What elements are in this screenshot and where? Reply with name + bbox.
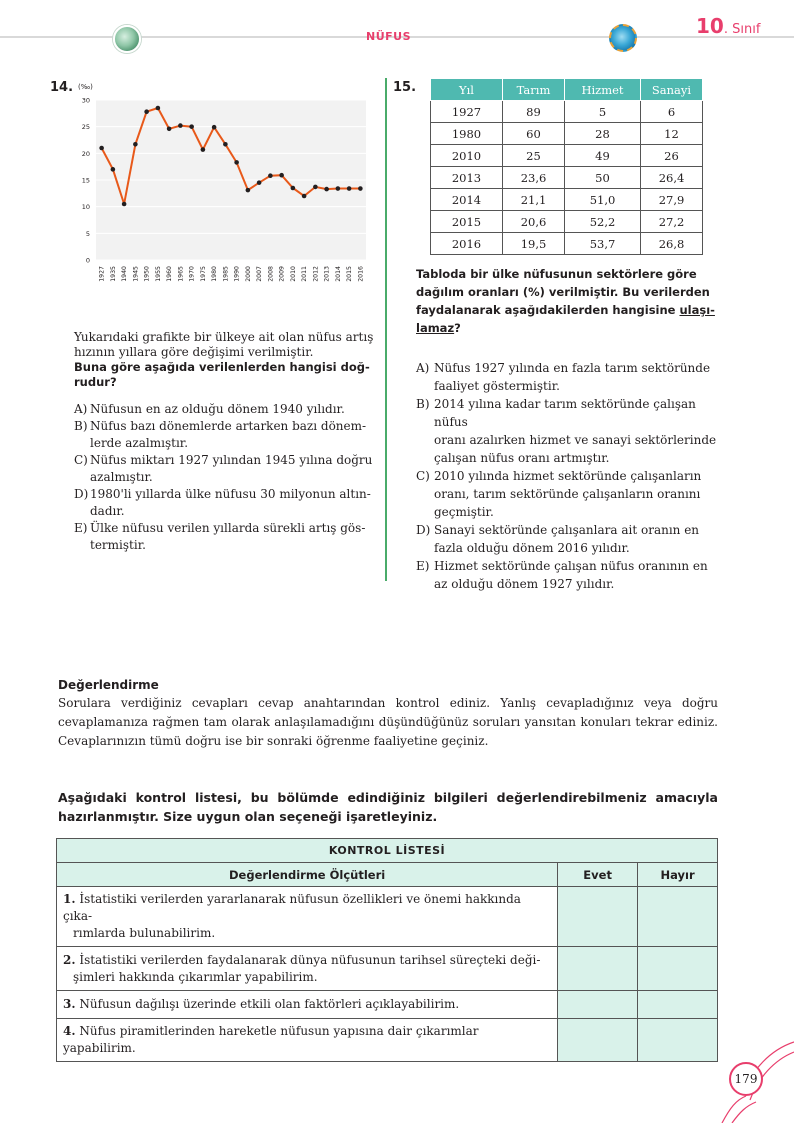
option-letter: C) [74,453,88,467]
table-cell: 25 [503,145,565,167]
checklist-header-yes: Evet [558,863,638,887]
chart-data-point [223,142,228,147]
question-15-underlined-word-1: ulaşı- [679,303,715,317]
option-letter: D) [416,523,431,537]
table-cell: 2016 [431,233,503,255]
option-14-b-cont [74,436,378,451]
chart-data-point [156,106,161,111]
table-cell: 53,7 [565,233,641,255]
table-row [431,123,703,145]
table-cell: 26 [641,145,703,167]
option-letter [416,431,434,449]
checklist-header-criteria: Değerlendirme Ölçütleri [57,863,558,887]
table-header-agriculture: Tarım [503,79,565,101]
chart-x-tick-label: 2007 [256,266,264,282]
grade-text: . Sınıf [723,22,761,37]
table-cell: 50 [565,167,641,189]
chart-data-point [234,160,239,165]
option-14-b[interactable] [74,419,378,434]
criterion-number: 3. [63,997,76,1011]
chart-y-tick-label: 15 [81,176,90,185]
chart-y-tick-label: 10 [81,203,90,212]
option-14-c[interactable] [74,453,378,468]
table-cell: 60 [503,123,565,145]
option-15-b-cont-2 [416,449,718,467]
option-15-b-cont [416,431,718,449]
checklist-row [57,947,718,991]
chart-data-point [336,186,341,191]
option-letter: B) [74,419,88,433]
option-text: Hizmet sektöründe çalışan nüfus oranının en [434,559,708,573]
table-cell: 1980 [431,123,503,145]
chart-x-tick-label: 1950 [143,266,151,282]
table-header-services: Hizmet [565,79,641,101]
option-text: 1980'li yıllarda ülke nüfusu 30 milyonun altın- [90,487,371,501]
chart-data-point [291,186,296,191]
chart-x-tick-label: 2012 [312,266,320,282]
table-row [431,233,703,255]
sector-distribution-table [430,78,703,255]
criterion-text-line-2: rımlarda bulunabilirim. [73,926,216,940]
criterion-text-line-2: şimleri hakkında çıkarımlar yapabilirim. [73,969,318,984]
unit-title: NÜFUS [366,30,412,43]
column-divider [385,78,387,581]
chart-x-tick-label: 2010 [289,266,297,282]
checklist-row [57,1019,718,1062]
checklist-title-row [57,839,718,863]
option-letter [416,485,434,503]
checklist-no-box[interactable] [638,991,718,1019]
option-15-d[interactable] [416,521,718,539]
option-text: fazla olduğu dönem 2016 yılıdır. [434,541,630,555]
option-letter: C) [416,469,430,483]
question-15-options [416,359,718,593]
table-cell: 20,6 [503,211,565,233]
chart-x-tick-label: 1980 [211,266,219,282]
chart-data-point [122,202,127,207]
table-header-industry: Sanayi [641,79,703,101]
option-text: dadır. [90,504,125,518]
chart-data-point [144,109,149,114]
option-15-c-cont-2 [416,503,718,521]
question-15-stem-line-1: Tabloda bir ülke nüfusunun sektörlere göre [416,267,697,281]
option-14-d[interactable] [74,487,378,502]
chart-data-point [358,186,363,191]
option-14-a[interactable] [74,402,378,417]
checklist-yes-box[interactable] [558,991,638,1019]
chart-x-tick-label: 2013 [323,266,331,282]
chart-x-tick-label: 1935 [109,266,117,282]
question-14-stem: Yukarıdaki grafikte bir ülkeye ait olan nüfus artış hızının yıllara göre değişimi verilmiştir. [74,330,374,359]
checklist-intro: Aşağıdaki kontrol listesi, bu bölümde edindiğiniz bilgileri değerlendirebilmeniz amacıyla hazırlanmıştır. Size uygun olan seçeneği işaretleyiniz. [58,790,718,824]
option-letter [416,377,434,395]
chart-svg [68,80,378,290]
table-header-row [431,79,703,101]
table-row [431,167,703,189]
table-cell: 26,8 [641,233,703,255]
table-cell: 52,2 [565,211,641,233]
grade-label [696,14,760,38]
criterion-text-line-1: Nüfusun dağılışı üzerinde etkili olan faktörleri açıklayabilirim. [79,997,460,1011]
table-cell: 6 [641,101,703,123]
checklist-header-row [57,863,718,887]
chart-x-tick-label: 1960 [166,266,174,282]
option-text: Nüfus miktarı 1927 yılından 1945 yılına doğru [90,453,373,467]
question-15-underlined-word-2: lamaz [416,321,455,335]
chart-x-tick-label: 2016 [357,266,365,282]
table-row [431,101,703,123]
question-15-stem [416,265,718,337]
question-15-stem-line-4 [416,319,718,337]
chart-x-tick-label: 1975 [199,266,207,282]
option-15-a[interactable] [416,359,718,377]
option-15-a-cont [416,377,718,395]
table-cell: 51,0 [565,189,641,211]
question-15-stem-line-3 [416,301,718,319]
checklist-criterion [57,1019,558,1062]
table-cell: 23,6 [503,167,565,189]
chart-x-tick-label: 1970 [188,266,196,282]
option-text: azalmıştır. [90,470,153,484]
checklist-table [56,838,718,1062]
option-text: Ülke nüfusu verilen yıllarda sürekli artış gös- [90,521,366,535]
option-text: 2014 yılına kadar tarım sektöründe çalışan nüfus [434,397,696,429]
chart-data-point [268,173,273,178]
table-cell: 26,4 [641,167,703,189]
checklist-header-no: Hayır [638,863,718,887]
option-14-c-cont [74,470,378,485]
chart-x-tick-label: 2009 [278,266,286,282]
option-letter: A) [416,361,430,375]
checklist-yes-box[interactable] [558,887,638,947]
table-cell: 2015 [431,211,503,233]
question-15-stem-text: faydalanarak aşağıdakilerden hangisine [416,303,676,317]
option-text: Nüfus 1927 yılında en fazla tarım sektöründe [434,361,711,375]
option-text: geçmiştir. [434,505,494,519]
table-cell: 89 [503,101,565,123]
option-15-b[interactable] [416,395,718,431]
checklist-criterion [57,991,558,1019]
chart-y-tick-label: 25 [81,123,90,132]
chart-data-point [133,142,138,147]
table-cell: 49 [565,145,641,167]
chart-x-tick-label: 1945 [132,266,140,282]
chart-data-point [302,194,307,199]
chart-data-point [257,180,262,185]
population-growth-chart [68,80,378,290]
question-14-options [74,402,378,553]
option-letter [416,449,434,467]
table-cell: 12 [641,123,703,145]
chart-y-tick-label: 30 [81,96,90,105]
option-15-d-cont [416,539,718,557]
table-cell: 19,5 [503,233,565,255]
chart-x-tick-label: 2000 [244,266,252,282]
option-letter [416,575,434,593]
question-14-body [74,330,378,555]
chart-x-tick-label: 1955 [154,266,162,282]
table-cell: 2014 [431,189,503,211]
grade-number: 10 [696,14,724,38]
chart-data-point [324,187,329,192]
evaluation-title: Değerlendirme [58,678,159,692]
option-letter [416,503,434,521]
chart-x-tick-label: 1940 [121,266,129,282]
option-text: az olduğu dönem 1927 yılıdır. [434,577,615,591]
chart-data-point [189,124,194,129]
chart-data-point [347,186,352,191]
option-14-e[interactable] [74,521,378,536]
option-text: termiştir. [90,538,146,552]
table-cell: 2013 [431,167,503,189]
question-14-prompt-line-2: rudur? [74,375,117,389]
option-letter [74,470,90,485]
checklist-criterion [57,947,558,991]
checklist-criterion [57,887,558,947]
option-letter [74,436,90,451]
chart-x-tick-label: 1985 [222,266,230,282]
chart-data-point [99,146,104,151]
chart-y-tick-label: 5 [85,229,90,238]
criterion-text-line-1: İstatistiki verilerden yararlanarak nüfusun özellikleri ve önemi hakkında çıka- [63,892,521,923]
option-15-c[interactable] [416,467,718,485]
chart-x-tick-label: 2011 [301,266,309,282]
criterion-number: 1. [63,892,76,906]
checklist-no-box[interactable] [638,887,718,947]
checklist-title: KONTROL LİSTESİ [57,839,718,863]
chart-y-tick-label: 0 [85,256,90,265]
checklist-row [57,887,718,947]
option-text: Nüfusun en az olduğu dönem 1940 yılıdır. [90,402,345,416]
option-text: lerde azalmıştır. [90,436,189,450]
table-cell: 28 [565,123,641,145]
table-row [431,189,703,211]
question-15-stem-line-2: dağılım oranları (%) verilmiştir. Bu verilerden [416,285,710,299]
page-number: 179 [729,1062,763,1096]
option-text: oranı, tarım sektöründe çalışanların oranını [434,487,701,501]
criterion-text-line-1: Nüfus piramitlerinden hareketle nüfusun yapısına dair çıkarımlar yapabilirim. [63,1024,479,1055]
option-text: faaliyet göstermiştir. [434,379,560,393]
chart-x-tick-label: 2014 [334,266,342,282]
chart-data-point [212,125,217,130]
table-header-year: Yıl [431,79,503,101]
option-letter: E) [416,559,430,573]
chart-y-tick-label: 20 [81,149,90,158]
criterion-text-line-1: İstatistiki verilerden faydalanarak dünya nüfusunun tarihsel süreçteki deği- [79,952,541,967]
option-text: oranı azalırken hizmet ve sanayi sektörlerinde [434,433,717,447]
chart-data-point [279,173,284,178]
globe-logo-right-icon [609,24,637,52]
question-14-number: 14. [50,80,74,95]
option-letter [416,539,434,557]
table-cell: 5 [565,101,641,123]
option-letter [74,538,90,553]
option-text: 2010 yılında hizmet sektöründe çalışanların [434,469,702,483]
option-text: çalışan nüfus oranı artmıştır. [434,451,610,465]
chart-x-tick-label: 2008 [267,266,275,282]
question-15-number: 15. [393,80,417,95]
table-cell: 2010 [431,145,503,167]
table-cell: 1927 [431,101,503,123]
chart-x-tick-label: 1990 [233,266,241,282]
option-letter [74,504,90,519]
globe-logo-left-icon [113,25,141,53]
option-letter: B) [416,397,430,411]
table-row [431,211,703,233]
table-cell: 27,9 [641,189,703,211]
question-14-prompt-line-1: Buna göre aşağıda verilenlerden hangisi doğ- [74,360,370,374]
chart-data-point [111,167,116,172]
table-cell: 21,1 [503,189,565,211]
option-letter: D) [74,487,89,501]
chart-data-point [167,127,172,132]
question-15-question-mark: ? [454,321,461,335]
chart-data-point [246,188,251,193]
chart-x-tick-label: 1927 [98,266,106,282]
checklist-yes-box[interactable] [558,947,638,991]
checklist-row [57,991,718,1019]
option-15-c-cont [416,485,718,503]
option-15-e[interactable] [416,557,718,575]
option-14-d-cont [74,504,378,519]
option-15-e-cont [416,575,718,593]
option-letter: A) [74,402,88,416]
criterion-number: 4. [63,1024,76,1038]
criterion-number: 2. [63,952,76,967]
option-14-e-cont [74,538,378,553]
chart-data-point [313,185,318,190]
chart-x-tick-label: 1965 [177,266,185,282]
chart-data-point [178,123,183,128]
checklist-no-box[interactable] [638,947,718,991]
checklist-yes-box[interactable] [558,1019,638,1062]
table-cell: 27,2 [641,211,703,233]
table-row [431,145,703,167]
option-letter: E) [74,521,88,535]
option-text: Nüfus bazı dönemlerde artarken bazı dönem- [90,419,367,433]
chart-y-axis-label: (‰) [78,83,93,91]
evaluation-text: Sorulara verdiğiniz cevapları cevap anahtarından kontrol ediniz. Yanlış cevapladığınız veya doğru cevaplamanıza rağmen tam olarak anlaşılamadığını düşündüğünüz soruları yansıtan konuları tekrar ediniz. Cevaplarınızın tümü doğru ise bir sonraki öğrenme faaliyetine geçiniz. [58,696,718,748]
chart-data-point [201,147,206,152]
option-text: Sanayi sektöründe çalışanlara ait oranın en [434,523,700,537]
chart-x-tick-label: 2015 [346,266,354,282]
